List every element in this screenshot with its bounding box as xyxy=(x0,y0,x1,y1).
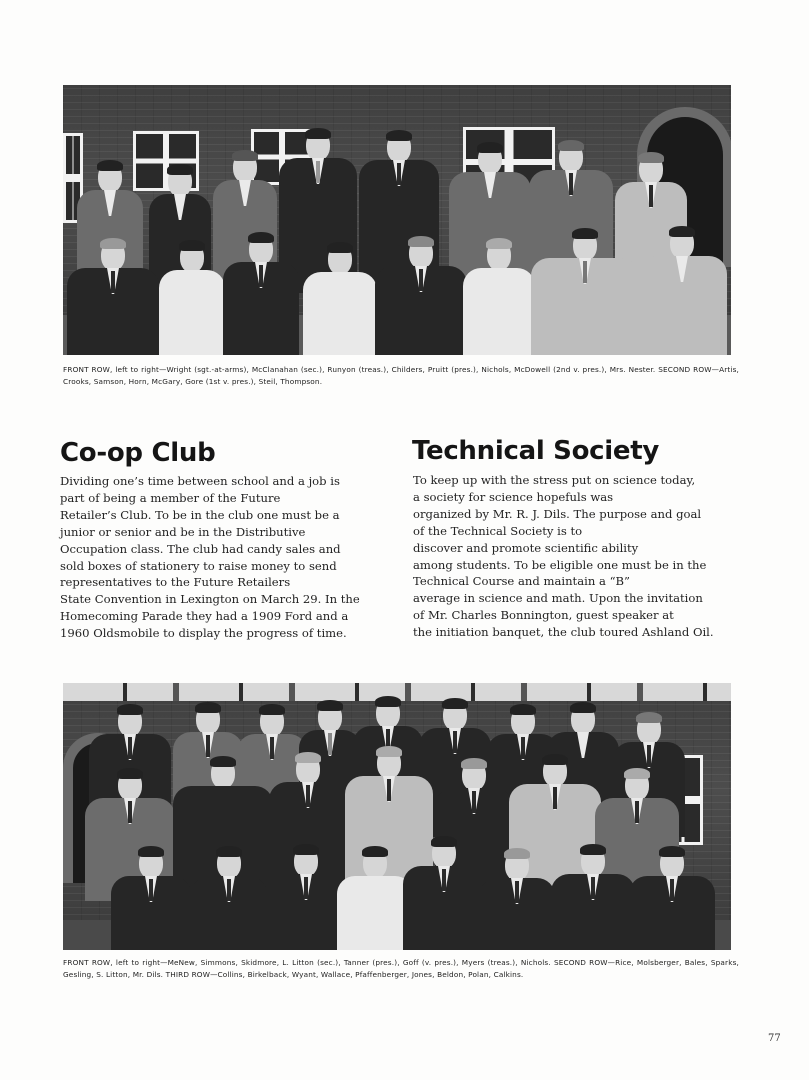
person xyxy=(303,245,377,355)
body-line: a society for science hopefuls was xyxy=(413,489,614,504)
coop-club-group-photo xyxy=(63,85,731,355)
person xyxy=(463,241,535,355)
body-line: representatives to the Future Retailers xyxy=(60,575,291,590)
body-line: To keep up with the stress put on science today, xyxy=(413,473,696,487)
body-line: Technical Course and maintain a “B” xyxy=(413,574,630,589)
body-line: the initiation banquet, the club toured Ashland Oil. xyxy=(413,625,714,640)
person xyxy=(479,851,555,950)
person xyxy=(191,849,267,950)
person xyxy=(629,849,715,950)
person xyxy=(403,839,485,950)
page-number: 77 xyxy=(768,1033,781,1044)
person xyxy=(531,231,639,355)
person xyxy=(67,241,159,355)
body-line: part of being a member of the Future xyxy=(60,490,281,505)
technical-photo-caption: FRONT ROW, left to right—MeNew, Simmons, Skidmore, L. Litton (sec.), Tanner (pres.), Goff (v. pres.), Myers (treas.), Nichols. SECOND ROW—Rice, Molsberger, Bales, Sparks, Gesling, S. Litton, Mr. Dils. THIRD ROW—Collins, Birkelback, Wyant, Wallace, Pfaffenberger, Jones, Beldon, Polan, Calkins. xyxy=(63,958,739,979)
body-line: Dividing one’s time between school and a job is xyxy=(60,474,340,488)
body-line: discover and promote scientific ability xyxy=(413,540,639,555)
body-line: organized by Mr. R. J. Dils. The purpose and goal xyxy=(413,506,702,521)
person xyxy=(337,849,413,950)
person xyxy=(267,847,345,950)
technical-society-body xyxy=(413,472,714,641)
coop-club-body xyxy=(60,473,360,642)
body-line: of the Technical Society is to xyxy=(413,523,583,538)
body-line: among students. To be eligible one must be in the xyxy=(413,557,707,572)
person xyxy=(159,243,225,355)
body-line: Occupation class. The club had candy sales and xyxy=(60,541,341,556)
technical-society-group-photo xyxy=(63,683,731,950)
body-line: 1960 Oldsmobile to display the progress of time. xyxy=(60,626,347,641)
person xyxy=(111,849,191,950)
body-line: State Convention in Lexington on March 29. In the xyxy=(60,592,360,607)
body-line: of Mr. Charles Bonnington, guest speaker at xyxy=(413,608,674,623)
body-line: sold boxes of stationery to raise money to send xyxy=(60,558,337,573)
person xyxy=(223,235,299,355)
body-line: Homecoming Parade they had a 1909 Ford and a xyxy=(60,609,349,624)
body-line: junior or senior and be in the Distributive xyxy=(60,524,306,539)
coop-photo-caption: FRONT ROW, left to right—Wright (sgt.-at-arms), McClanahan (sec.), Runyon (treas.), Childers, Pruitt (pres.), Nichols, McDowell (2nd v. pres.), Mrs. Nester. SECOND ROW—Artis, Crooks, Samson, Horn, McGary, Gore (1st v. pres.), Steil, Thompson. xyxy=(63,365,739,386)
person xyxy=(637,229,727,355)
coop-club-heading: Co-op Club xyxy=(60,438,216,468)
body-line: Retailer’s Club. To be in the club one must be a xyxy=(60,507,340,522)
body-line: average in science and math. Upon the invitation xyxy=(413,591,703,606)
person xyxy=(551,847,635,950)
technical-society-heading: Technical Society xyxy=(412,436,660,466)
person xyxy=(375,239,467,355)
